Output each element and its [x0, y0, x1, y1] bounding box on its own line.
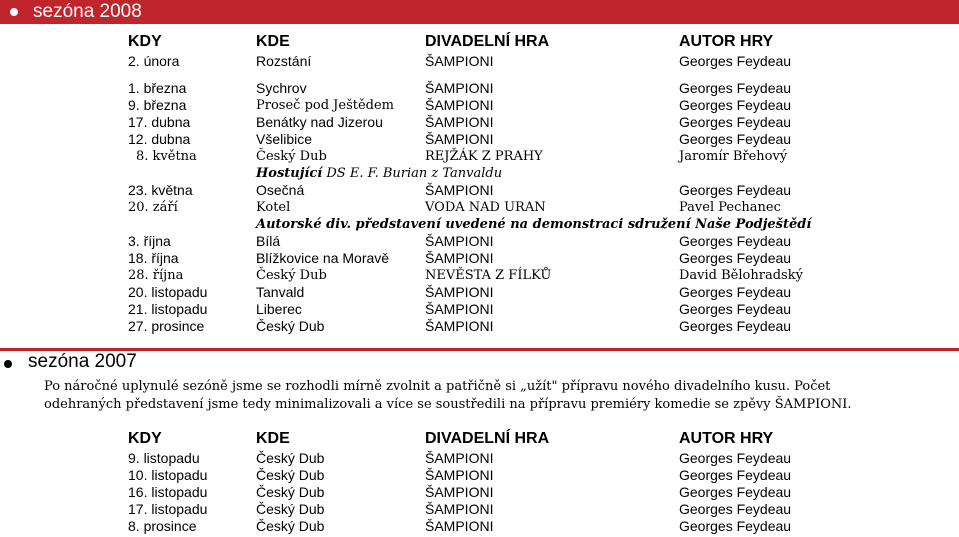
cell-author: Georges Feydeau: [679, 450, 792, 466]
cell-author: Jaromír Břehový: [679, 149, 788, 164]
cell-play: ŠAMPIONI: [425, 250, 494, 266]
header-author: AUTOR HRY: [679, 33, 774, 50]
cell-date: 17. listopadu: [128, 501, 208, 517]
cell-author: Georges Feydeau: [679, 233, 792, 249]
cell-place: Český Dub: [256, 484, 325, 500]
cell-place: Český Dub: [256, 149, 327, 164]
cell-date: 10. listopadu: [128, 467, 208, 483]
cell-place: Český Dub: [256, 467, 325, 483]
cell-date: 8. května: [136, 149, 197, 164]
cell-place: Sychrov: [256, 80, 307, 96]
cell-date: 18. října: [128, 250, 179, 266]
cell-date: 2. února: [128, 53, 180, 69]
cell-date: 12. dubna: [128, 131, 191, 147]
cell-date: 1. března: [128, 80, 187, 96]
cell-play: ŠAMPIONI: [425, 182, 494, 198]
table-row: [0, 284, 959, 301]
cell-date: 8. prosince: [128, 518, 197, 534]
cell-play: ŠAMPIONI: [425, 301, 494, 317]
table-row: [0, 467, 959, 484]
cell-author: Georges Feydeau: [679, 501, 792, 517]
season-2007-header: [0, 348, 959, 372]
header-where: KDE: [256, 33, 290, 50]
cell-date: 20. září: [128, 200, 178, 215]
cell-author: Georges Feydeau: [679, 484, 792, 500]
bullet-icon: [10, 8, 18, 16]
table-row: [0, 53, 959, 70]
cell-place: Bílá: [256, 233, 281, 249]
table-row: [0, 114, 959, 131]
cell-play: ŠAMPIONI: [425, 53, 494, 69]
cell-place: Český Dub: [256, 268, 327, 283]
author-note-bold: Autorské div.: [256, 217, 351, 232]
cell-author: Georges Feydeau: [679, 114, 792, 130]
cell-author: Georges Feydeau: [679, 53, 792, 69]
cell-date: 28. října: [128, 268, 184, 283]
header-play: DIVADELNÍ HRA: [425, 430, 550, 447]
season-2007-title: sezóna 2007: [28, 351, 137, 372]
cell-place: Blížkovice na Moravě: [256, 250, 390, 266]
cell-play: ŠAMPIONI: [425, 467, 494, 483]
section-divider: [0, 348, 959, 351]
cell-author: Georges Feydeau: [679, 97, 792, 113]
cell-author: David Bělohradský: [679, 268, 803, 283]
cell-author: Georges Feydeau: [679, 518, 792, 534]
cell-place: Osečná: [256, 182, 305, 198]
cell-play: ŠAMPIONI: [425, 284, 494, 300]
cell-play: ŠAMPIONI: [425, 518, 494, 534]
author-note: [256, 216, 811, 233]
cell-play: ŠAMPIONI: [425, 484, 494, 500]
cell-author: Georges Feydeau: [679, 131, 792, 147]
table-row: [0, 484, 959, 501]
header-when: KDY: [128, 33, 162, 50]
cell-play: ŠAMPIONI: [425, 114, 494, 130]
table-header-row: [0, 33, 959, 50]
cell-play: ŠAMPIONI: [425, 80, 494, 96]
cell-author: Georges Feydeau: [679, 250, 792, 266]
cell-place: Proseč pod Ještědem: [256, 98, 395, 113]
cell-place: Český Dub: [256, 501, 325, 517]
cell-play: ŠAMPIONI: [425, 131, 494, 147]
cell-author: Georges Feydeau: [679, 182, 792, 198]
cell-date: 17. dubna: [128, 114, 191, 130]
cell-date: 9. listopadu: [128, 450, 200, 466]
cell-date: 16. listopadu: [128, 484, 208, 500]
cell-play: ŠAMPIONI: [425, 318, 494, 334]
season-2008-header: [0, 0, 959, 24]
table-row: [0, 182, 959, 199]
header-where: KDE: [256, 430, 290, 447]
cell-place: Rozstání: [256, 53, 312, 69]
cell-place: Český Dub: [256, 518, 325, 534]
season-2008-title: sezóna 2008: [33, 1, 142, 22]
table-row: [0, 80, 959, 97]
table-row: [0, 148, 959, 165]
cell-date: 3. října: [128, 233, 171, 249]
bullet-icon: [4, 360, 12, 368]
cell-play: NEVĚSTA Z FÍLKŮ: [425, 268, 552, 283]
table-row: [0, 97, 959, 114]
table-row: [0, 450, 959, 467]
table-row: [0, 318, 959, 335]
paragraph-line: odehraných představení jsme tedy minimalizovali a více se soustředili na přípravu premiéry komedie se zpěvy ŠAMPIONI.: [44, 397, 852, 412]
table-row: [0, 518, 959, 535]
table-row: [0, 267, 959, 284]
author-note-text: představení uvedené na demonstraci sdružení Naše Podještědí: [351, 217, 812, 232]
cell-play: ŠAMPIONI: [425, 233, 494, 249]
host-note-text: DS E. F. Burian z Tanvaldu: [322, 166, 503, 181]
cell-place: Kotel: [256, 200, 291, 215]
header-play: DIVADELNÍ HRA: [425, 33, 550, 50]
cell-date: 27. prosince: [128, 318, 205, 334]
cell-author: Pavel Pechanec: [679, 200, 781, 215]
cell-place: Všelibice: [256, 131, 313, 147]
table-row: [0, 250, 959, 267]
cell-play: ŠAMPIONI: [425, 501, 494, 517]
table-header-row: [0, 430, 959, 447]
table-row: [0, 501, 959, 518]
paragraph-line: Po náročné uplynulé sezóně jsme se rozhodli mírně zvolnit a patřičně si „užít" přípravu nového divadelního kusu. Počet: [44, 379, 831, 394]
header-author: AUTOR HRY: [679, 430, 774, 447]
cell-author: Georges Feydeau: [679, 467, 792, 483]
cell-place: Benátky nad Jizerou: [256, 114, 383, 130]
cell-date: 20. listopadu: [128, 284, 208, 300]
cell-date: 23. května: [128, 182, 193, 198]
cell-place: Liberec: [256, 301, 302, 317]
cell-play: VODA NAD URAN: [425, 200, 546, 215]
host-note: [256, 165, 502, 182]
cell-place: Český Dub: [256, 450, 325, 466]
cell-date: 21. listopadu: [128, 301, 208, 317]
table-row: [0, 131, 959, 148]
cell-play: ŠAMPIONI: [425, 450, 494, 466]
cell-author: Georges Feydeau: [679, 318, 792, 334]
cell-place: Tanvald: [256, 284, 305, 300]
header-when: KDY: [128, 430, 162, 447]
cell-date: 9. března: [128, 97, 187, 113]
host-note-bold: Hostující: [256, 166, 323, 181]
table-row: [0, 233, 959, 250]
cell-author: Georges Feydeau: [679, 301, 792, 317]
table-row: [0, 301, 959, 318]
cell-author: Georges Feydeau: [679, 284, 792, 300]
cell-play: ŠAMPIONI: [425, 97, 494, 113]
cell-place: Český Dub: [256, 318, 325, 334]
cell-author: Georges Feydeau: [679, 80, 792, 96]
table-row: [0, 199, 959, 216]
cell-play: REJŽÁK Z PRAHY: [425, 149, 543, 164]
season-2007-paragraph: [44, 378, 944, 414]
